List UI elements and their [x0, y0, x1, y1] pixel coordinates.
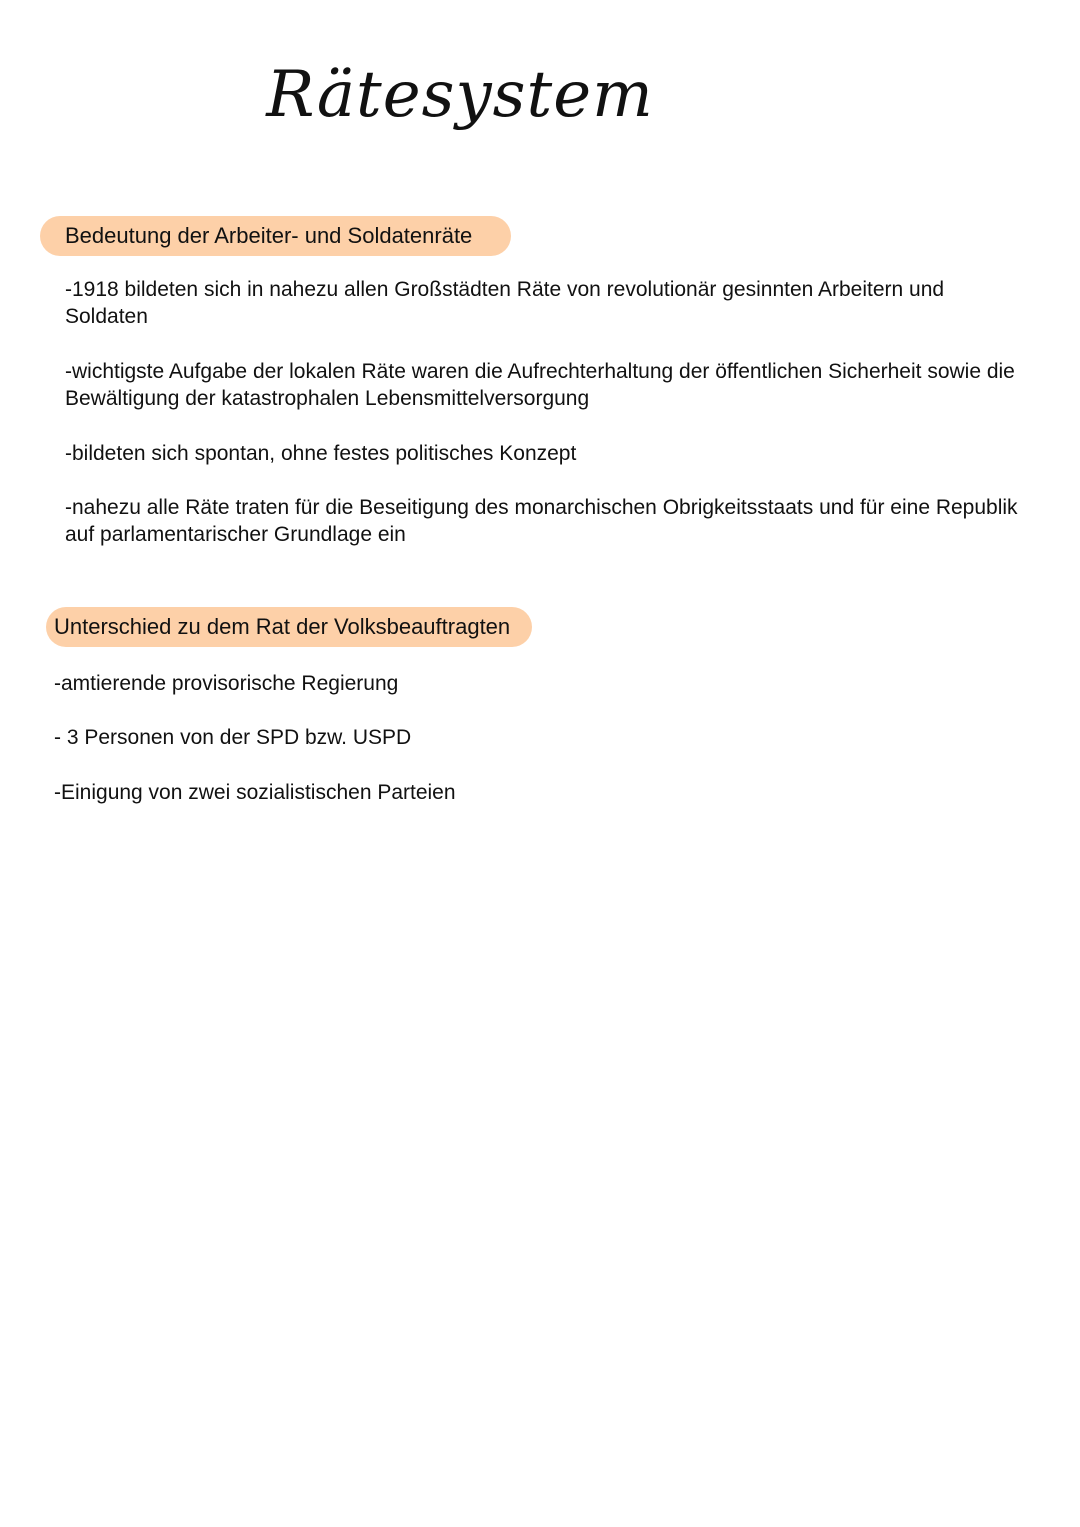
point-einigung-parteien: -Einigung von zwei sozialistischen Parteien: [54, 781, 456, 804]
point-republik: -nahezu alle Räte traten für die Beseitigung des monarchischen Obrigkeitsstaats und für eine Republik auf parlamentarischer Grundlage ein: [65, 496, 1018, 546]
point-spontan: -bildeten sich spontan, ohne festes politisches Konzept: [65, 442, 577, 465]
page-title: Rätesystem: [266, 58, 654, 132]
point-spd-uspd: - 3 Personen von der SPD bzw. USPD: [54, 726, 412, 749]
point-1918-raete: -1918 bildeten sich in nahezu allen Großstädten Räte von revolutionär gesinnten Arbeitern und Soldaten: [65, 278, 945, 328]
section-heading-rat-der-volksbeauftragten: Unterschied zu dem Rat der Volksbeauftragten: [46, 607, 532, 647]
point-aufgabe-raete: -wichtigste Aufgabe der lokalen Räte waren die Aufrechterhaltung der öffentlichen Sicherheit sowie die Bewältigung der katastrophalen Lebensmittelversorgung: [65, 360, 1015, 410]
section-heading-arbeiter-soldatenraete: Bedeutung der Arbeiter- und Soldatenräte: [40, 216, 511, 256]
point-provisorische-regierung: -amtierende provisorische Regierung: [54, 672, 399, 695]
